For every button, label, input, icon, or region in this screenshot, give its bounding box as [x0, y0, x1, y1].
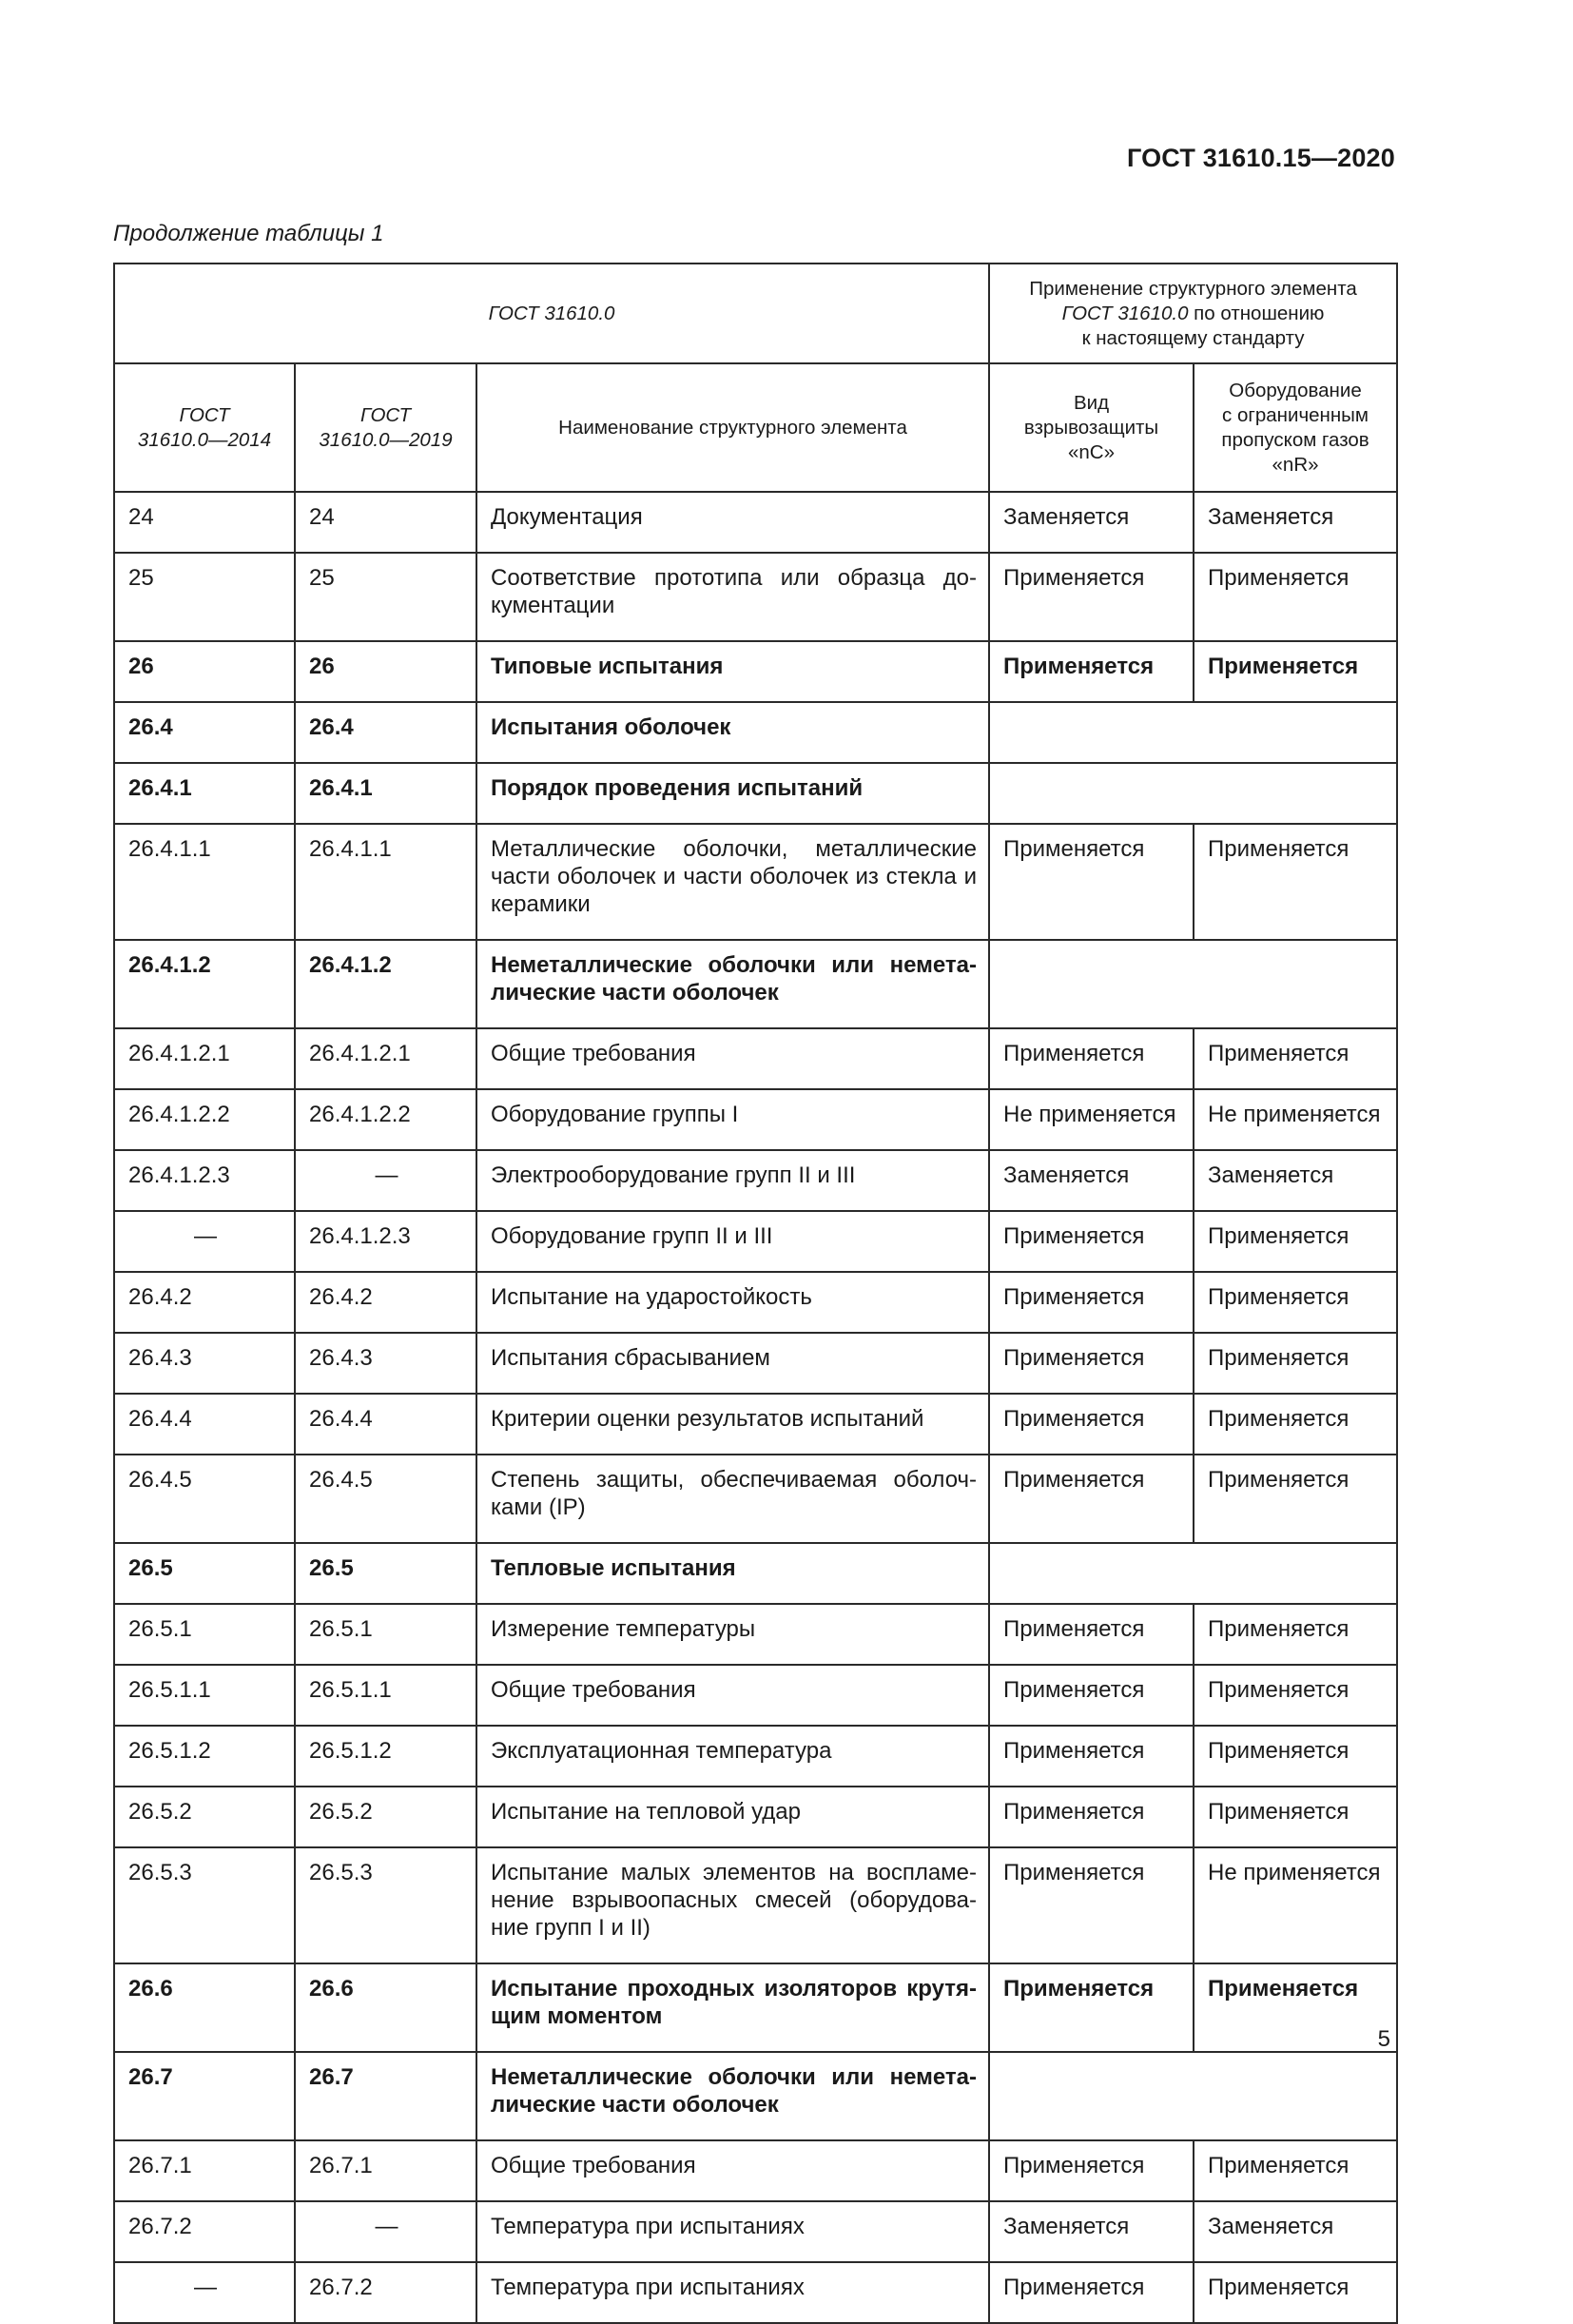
- cell-element-name: Оборудование группы I: [476, 1089, 989, 1150]
- header-col-2014: ГОСТ 31610.0—2014: [114, 363, 295, 492]
- cell-application-nr: Применяется: [1194, 1272, 1397, 1333]
- table-row: [114, 492, 1397, 553]
- header-col-nc: Вид взрывозащиты «nC»: [989, 363, 1194, 492]
- page-number: 5: [1377, 2026, 1390, 2052]
- cell-application-nr: Применяется: [1194, 1665, 1397, 1726]
- cell-element-name: Порядок проведения испытаний: [476, 763, 989, 824]
- cell-application-nc: Применяется: [989, 1787, 1194, 1847]
- document-designation: ГОСТ 31610.15—2020: [1126, 144, 1395, 172]
- cell-gost-2014: 26.4.4: [114, 1394, 295, 1455]
- cell-gost-2019: —: [295, 1150, 476, 1211]
- table-caption: Продолжение таблицы 1: [113, 221, 384, 246]
- cell-application-nr: Применяется: [1194, 1394, 1397, 1455]
- cell-gost-2014: 26.5: [114, 1543, 295, 1604]
- cell-gost-2014: 26.4.1.2.3: [114, 1150, 295, 1211]
- table-row: [114, 763, 1397, 824]
- cell-application-empty: [989, 702, 1397, 763]
- cell-application-nc: Применяется: [989, 2140, 1194, 2201]
- table-row: [114, 1394, 1397, 1455]
- cell-gost-2019: 26.4.1.2.1: [295, 1028, 476, 1089]
- cell-application-nr: Применяется: [1194, 641, 1397, 702]
- cell-gost-2014: 26.5.2: [114, 1787, 295, 1847]
- table-row: [114, 2201, 1397, 2262]
- cell-gost-2019: 26.4.1.1: [295, 824, 476, 940]
- cell-element-name: Общие требования: [476, 2140, 989, 2201]
- cell-gost-2014: 26.5.1: [114, 1604, 295, 1665]
- table-row: [114, 1787, 1397, 1847]
- cell-gost-2014: —: [114, 2262, 295, 2323]
- table-row: [114, 553, 1397, 641]
- cell-gost-2014: 26.5.3: [114, 1847, 295, 1963]
- cell-gost-2019: 26.5.1.1: [295, 1665, 476, 1726]
- cell-element-name: Общие требования: [476, 1665, 989, 1726]
- header-col-2019: ГОСТ 31610.0—2019: [295, 363, 476, 492]
- cell-application-nc: Применяется: [989, 1963, 1194, 2052]
- cell-element-name: Оборудование групп II и III: [476, 1211, 989, 1272]
- cell-application-nc: Применяется: [989, 1455, 1194, 1543]
- table-row: [114, 1211, 1397, 1272]
- cell-gost-2019: 26.4.1.2.3: [295, 1211, 476, 1272]
- cell-gost-2014: 26.5.1.2: [114, 1726, 295, 1787]
- cell-application-nc: Применяется: [989, 1394, 1194, 1455]
- cell-gost-2014: 26.7.1: [114, 2140, 295, 2201]
- cell-element-name: Электрооборудование групп II и III: [476, 1150, 989, 1211]
- cell-application-nr: Применяется: [1194, 2140, 1397, 2201]
- cell-application-empty: [989, 2052, 1397, 2140]
- cell-application-nr: Применяется: [1194, 1028, 1397, 1089]
- cell-application-nc: Применяется: [989, 1272, 1194, 1333]
- header-col-name: Наименование структурного элемента: [476, 363, 989, 492]
- cell-element-name: Испытания сбрасыванием: [476, 1333, 989, 1394]
- cell-application-nr: Применяется: [1194, 1963, 1397, 2052]
- cell-application-nc: Не применяется: [989, 1089, 1194, 1150]
- cell-gost-2014: —: [114, 1211, 295, 1272]
- cell-application-empty: [989, 1543, 1397, 1604]
- cell-element-name: Неметаллические оболочки или немета-лические части оболочек: [476, 940, 989, 1028]
- table-row: [114, 1150, 1397, 1211]
- cell-gost-2019: 26.5.1.2: [295, 1726, 476, 1787]
- table-row: [114, 641, 1397, 702]
- cell-application-nc: Заменяется: [989, 492, 1194, 553]
- cell-application-nc: Применяется: [989, 1604, 1194, 1665]
- cell-gost-2014: 26.4.2: [114, 1272, 295, 1333]
- cell-application-nr: Применяется: [1194, 1333, 1397, 1394]
- cell-application-nr: Не применяется: [1194, 1847, 1397, 1963]
- cell-gost-2019: 26.4: [295, 702, 476, 763]
- cell-element-name: Металлические оболочки, металлические части оболочек и части оболочек из стекла и керамики: [476, 824, 989, 940]
- cell-element-name: Испытания оболочек: [476, 702, 989, 763]
- header-row-group: [114, 264, 1397, 363]
- table-row: [114, 940, 1397, 1028]
- table-row: [114, 1604, 1397, 1665]
- cell-gost-2014: 26.4.1.2.2: [114, 1089, 295, 1150]
- cell-element-name: Испытание на тепловой удар: [476, 1787, 989, 1847]
- cell-gost-2019: 26.7.2: [295, 2262, 476, 2323]
- cell-gost-2019: 26.4.1.2: [295, 940, 476, 1028]
- table-row: [114, 1543, 1397, 1604]
- cell-gost-2019: 26: [295, 641, 476, 702]
- cell-gost-2019: 26.4.4: [295, 1394, 476, 1455]
- cell-gost-2019: 26.5: [295, 1543, 476, 1604]
- cell-application-nr: Не применяется: [1194, 1089, 1397, 1150]
- cell-gost-2014: 26.5.1.1: [114, 1665, 295, 1726]
- cell-gost-2014: 26.4.1.2: [114, 940, 295, 1028]
- cell-application-nc: Применяется: [989, 824, 1194, 940]
- cell-gost-2014: 26: [114, 641, 295, 702]
- cell-gost-2019: 26.6: [295, 1963, 476, 2052]
- table-row: [114, 1333, 1397, 1394]
- cell-gost-2019: 26.5.1: [295, 1604, 476, 1665]
- cell-application-nr: Применяется: [1194, 1455, 1397, 1543]
- cell-application-nr: Применяется: [1194, 553, 1397, 641]
- cell-gost-2014: 26.4.3: [114, 1333, 295, 1394]
- cell-element-name: Измерение температуры: [476, 1604, 989, 1665]
- cell-application-nc: Применяется: [989, 1847, 1194, 1963]
- table-row: [114, 1455, 1397, 1543]
- cell-element-name: Тепловые испытания: [476, 1543, 989, 1604]
- cell-application-nr: Заменяется: [1194, 2201, 1397, 2262]
- cell-application-nr: Применяется: [1194, 2262, 1397, 2323]
- cell-element-name: Соответствие прототипа или образца до-кументации: [476, 553, 989, 641]
- cell-application-nc: Применяется: [989, 2262, 1194, 2323]
- cell-element-name: Критерии оценки результатов испытаний: [476, 1394, 989, 1455]
- header-gost-group: ГОСТ 31610.0: [114, 264, 989, 363]
- cell-element-name: Степень защиты, обеспечиваемая оболоч-ками (IP): [476, 1455, 989, 1543]
- cell-gost-2014: 26.6: [114, 1963, 295, 2052]
- table-row: [114, 1847, 1397, 1963]
- table-row: [114, 1089, 1397, 1150]
- cell-gost-2014: 26.4.1.1: [114, 824, 295, 940]
- cell-application-empty: [989, 940, 1397, 1028]
- table-row: [114, 1272, 1397, 1333]
- header-application: Применение структурного элемента ГОСТ 31610.0 по отношению к настоящему стандарту: [989, 264, 1397, 363]
- table-row: [114, 824, 1397, 940]
- table-row: [114, 1665, 1397, 1726]
- cell-element-name: Типовые испытания: [476, 641, 989, 702]
- table-row: [114, 2140, 1397, 2201]
- cell-element-name: Документация: [476, 492, 989, 553]
- cell-element-name: Испытание малых элементов на воспламе-нение взрывоопасных смесей (оборудова-ние групп I и II): [476, 1847, 989, 1963]
- cell-application-nr: Применяется: [1194, 1604, 1397, 1665]
- cell-application-nr: Заменяется: [1194, 1150, 1397, 1211]
- cell-element-name: Неметаллические оболочки или немета-лические части оболочек: [476, 2052, 989, 2140]
- cell-gost-2019: 26.4.5: [295, 1455, 476, 1543]
- header-col-nr: Оборудование с ограниченным пропуском газов «nR»: [1194, 363, 1397, 492]
- table-body: [114, 492, 1397, 2323]
- cell-gost-2019: —: [295, 2201, 476, 2262]
- table-row: [114, 1028, 1397, 1089]
- cell-gost-2019: 26.4.1: [295, 763, 476, 824]
- cell-gost-2019: 26.7.1: [295, 2140, 476, 2201]
- cell-gost-2014: 26.4.5: [114, 1455, 295, 1543]
- cell-application-nc: Заменяется: [989, 2201, 1194, 2262]
- cell-gost-2019: 26.4.3: [295, 1333, 476, 1394]
- cell-application-empty: [989, 763, 1397, 824]
- table-row: [114, 1963, 1397, 2052]
- cell-application-nr: Заменяется: [1194, 492, 1397, 553]
- cell-gost-2014: 26.4.1: [114, 763, 295, 824]
- cell-application-nc: Применяется: [989, 1726, 1194, 1787]
- cell-element-name: Эксплуатационная температура: [476, 1726, 989, 1787]
- cell-application-nc: Применяется: [989, 641, 1194, 702]
- cell-application-nc: Заменяется: [989, 1150, 1194, 1211]
- table-row: [114, 702, 1397, 763]
- cell-application-nr: Применяется: [1194, 824, 1397, 940]
- cell-gost-2019: 26.7: [295, 2052, 476, 2140]
- cell-application-nc: Применяется: [989, 1211, 1194, 1272]
- cell-gost-2019: 26.5.2: [295, 1787, 476, 1847]
- cell-application-nc: Применяется: [989, 553, 1194, 641]
- cell-application-nr: Применяется: [1194, 1787, 1397, 1847]
- cell-gost-2014: 26.7.2: [114, 2201, 295, 2262]
- cell-gost-2019: 26.5.3: [295, 1847, 476, 1963]
- cell-element-name: Температура при испытаниях: [476, 2201, 989, 2262]
- cell-application-nc: Применяется: [989, 1333, 1194, 1394]
- table-row: [114, 1726, 1397, 1787]
- cell-gost-2019: 26.4.1.2.2: [295, 1089, 476, 1150]
- cell-element-name: Общие требования: [476, 1028, 989, 1089]
- cell-application-nc: Применяется: [989, 1665, 1194, 1726]
- cell-gost-2014: 26.4: [114, 702, 295, 763]
- header-row-columns: [114, 363, 1397, 492]
- cell-application-nc: Применяется: [989, 1028, 1194, 1089]
- cell-element-name: Температура при испытаниях: [476, 2262, 989, 2323]
- cell-gost-2019: 26.4.2: [295, 1272, 476, 1333]
- standards-table: [113, 263, 1398, 2324]
- cell-application-nr: Применяется: [1194, 1211, 1397, 1272]
- cell-gost-2014: 24: [114, 492, 295, 553]
- cell-gost-2019: 24: [295, 492, 476, 553]
- cell-gost-2014: 26.4.1.2.1: [114, 1028, 295, 1089]
- table-row: [114, 2052, 1397, 2140]
- cell-element-name: Испытание проходных изоляторов крутя-щим моментом: [476, 1963, 989, 2052]
- cell-gost-2014: 26.7: [114, 2052, 295, 2140]
- cell-application-nr: Применяется: [1194, 1726, 1397, 1787]
- table-row: [114, 2262, 1397, 2323]
- cell-gost-2019: 25: [295, 553, 476, 641]
- cell-element-name: Испытание на ударостойкость: [476, 1272, 989, 1333]
- cell-gost-2014: 25: [114, 553, 295, 641]
